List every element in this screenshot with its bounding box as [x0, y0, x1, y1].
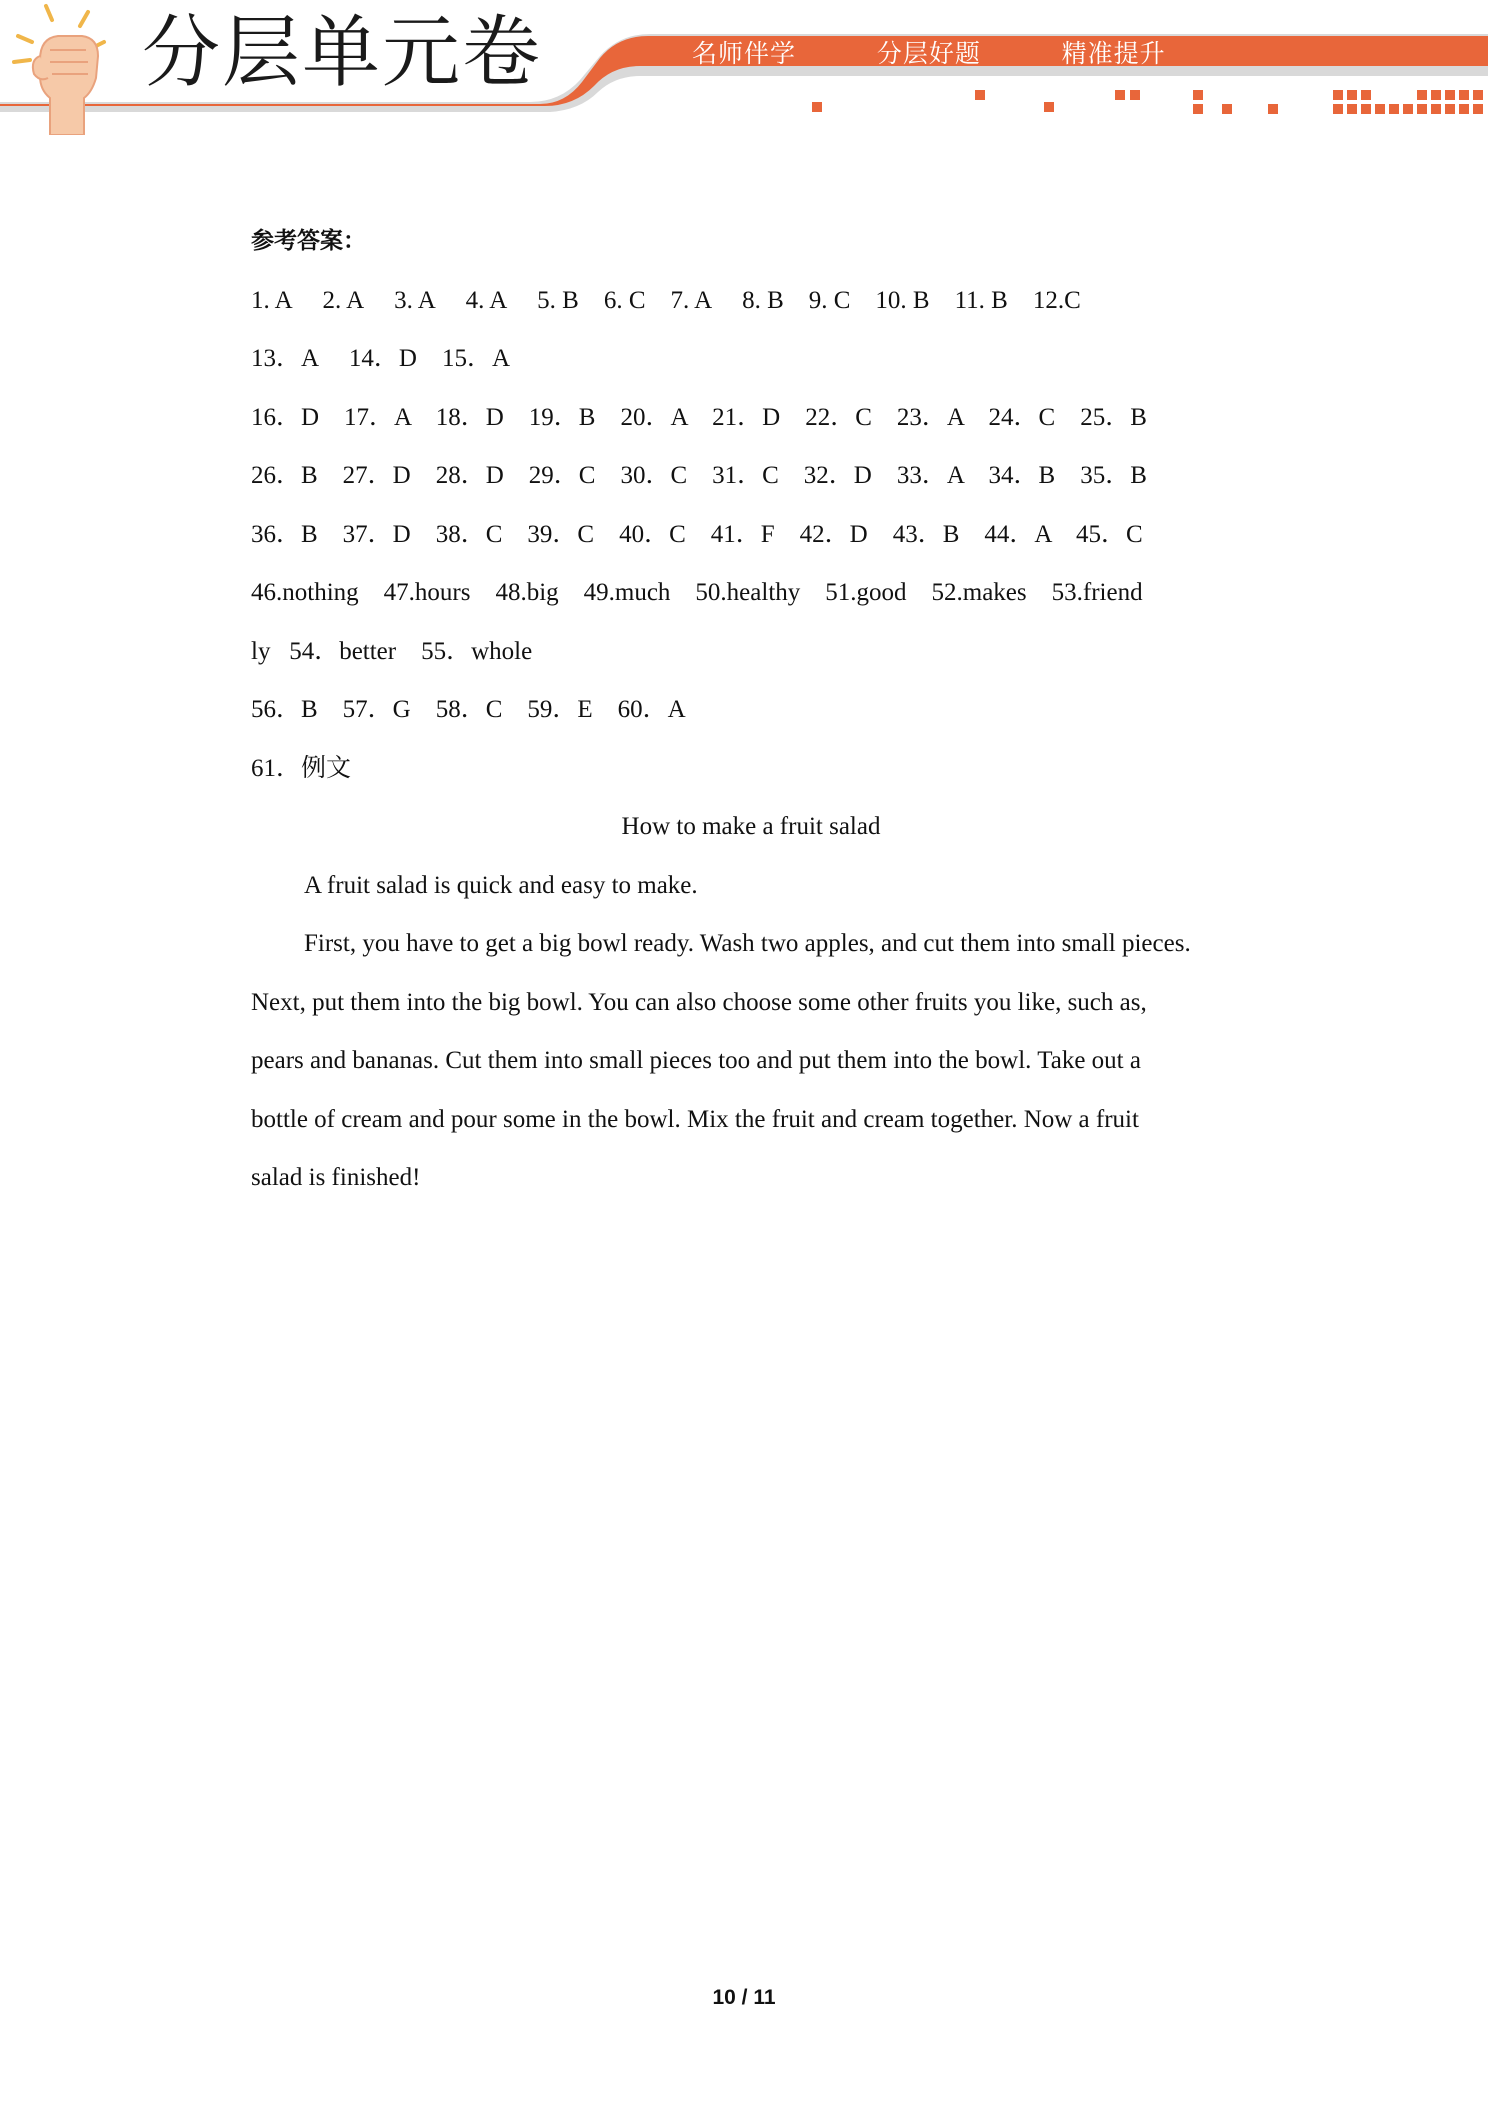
essay-line: pears and bananas. Cut them into small pieces too and put them into the bowl. Take out a	[251, 1047, 1141, 1074]
page-number: 10 / 11	[712, 1986, 776, 2009]
answer-line: 56．B 57．G 58．C 59．E 60．A	[251, 696, 686, 723]
raised-fist-icon	[0, 0, 130, 135]
essay-line: First, you have to get a big bowl ready. Wash two apples, and cut them into small pieces.	[304, 930, 1191, 957]
essay-line: bottle of cream and pour some in the bowl. Mix the fruit and cream together. Now a fruit	[251, 1106, 1139, 1133]
essay-line: Next, put them into the big bowl. You can also choose some other fruits you like, such as,	[251, 989, 1147, 1016]
logo-title: 分层单元卷	[142, 8, 543, 98]
answer-line: 13．A 14．D 15．A	[251, 345, 511, 372]
essay-line: salad is finished!	[251, 1164, 421, 1191]
answer-line: ly 54．better 55．whole	[251, 638, 533, 665]
answers-heading: 参考答案：	[251, 227, 366, 254]
answer-line: 1. A 2. A 3. A 4. A 5. B 6. C 7. A 8. B 9. C 10. B 11. B 12.C	[251, 287, 1081, 314]
answer-line: 36．B 37．D 38．C 39．C 40．C 41．F 42．D 43．B 44．A 45．C	[251, 521, 1143, 548]
essay-title: How to make a fruit salad	[621, 813, 881, 840]
essay-intro: A fruit salad is quick and easy to make.	[304, 872, 698, 899]
answer-line: 61．例文	[251, 755, 352, 782]
header-slogan: 名师伴学 分层好题 精准提升	[692, 39, 1166, 68]
answer-line: 26．B 27．D 28．D 29．C 30．C 31．C 32．D 33．A 34．B 35．B	[251, 462, 1147, 489]
answer-line: 16．D 17．A 18．D 19．B 20．A 21．D 22．C 23．A 24．C 25．B	[251, 404, 1147, 431]
answer-line: 46.nothing 47.hours 48.big 49.much 50.healthy 51.good 52.makes 53.friend	[251, 579, 1143, 606]
page-header	[0, 0, 1488, 135]
